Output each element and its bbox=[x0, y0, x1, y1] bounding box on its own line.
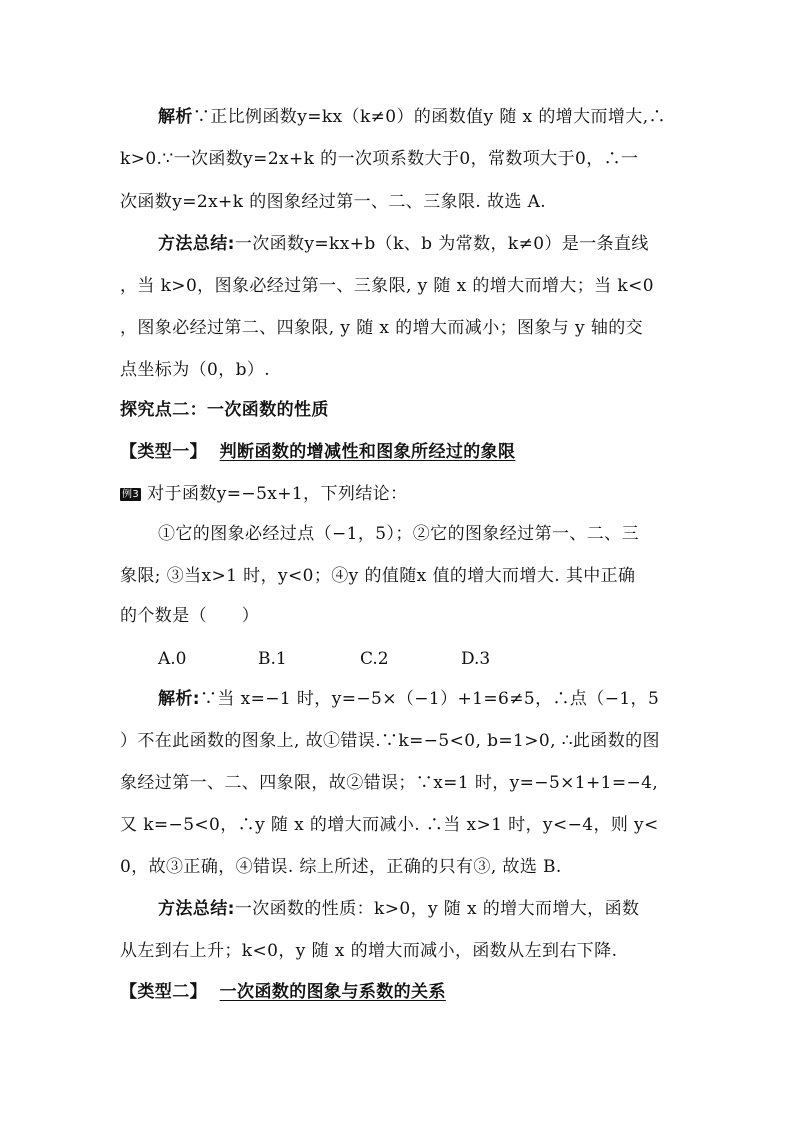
analysis-2-line-5: 0，故③正确，④错误. 综上所述，正确的只有③, 故选 B. bbox=[120, 857, 562, 877]
analysis-2-line-4: 又 k=−5<0，∴y 随 x 的增大而减小. ∴当 x>1 时，y<−4，则 y< bbox=[120, 815, 659, 835]
analysis-2-line-1 bbox=[158, 688, 659, 710]
option-a: A.0 bbox=[158, 649, 187, 669]
example-3-line-3: 的个数是（ ） bbox=[120, 606, 260, 626]
example-3-stem-text: 对于函数y=−5x+1，下列结论： bbox=[147, 484, 408, 504]
example-3-line-2: 象限; ③当x>1 时，y<0；④y 的值随x 值的增大而增大. 其中正确 bbox=[120, 566, 636, 586]
analysis-label: 解析 bbox=[158, 107, 193, 127]
analysis-2-line-2: ）不在此函数的图象上, 故①错误.∵k=−5<0, b=1>0, ∴此函数的图 bbox=[120, 731, 660, 751]
type-2-heading bbox=[120, 981, 446, 1003]
option-d: D.3 bbox=[461, 649, 491, 669]
method-summary-2-line-2: 从左到右上升；k<0，y 随 x 的增大而减小，函数从左到右下降. bbox=[120, 941, 618, 961]
type-1-title: 判断函数的增减性和图象所经过的象限 bbox=[219, 442, 516, 462]
type-1-tag: 【类型一】 bbox=[120, 442, 207, 462]
analysis-2-label: 解析: bbox=[158, 689, 200, 709]
method-summary-2-line-1 bbox=[158, 898, 639, 920]
analysis-2-line-3: 象经过第一、二、四象限，故②错误；∵x=1 时，y=−5×1+1=−4, bbox=[120, 773, 659, 793]
analysis-1-text-1: ∵正比例函数y=kx（k≠0）的函数值y 随 x 的增大而增大,∴ bbox=[192, 107, 666, 127]
method-summary-1-line-1 bbox=[158, 233, 649, 255]
example-badge: 例3 bbox=[122, 489, 140, 500]
analysis-1-line-1 bbox=[158, 106, 666, 128]
option-c: C.2 bbox=[360, 649, 389, 669]
method-summary-1-line-4: 点坐标为（0，b）. bbox=[120, 360, 271, 380]
method-summary-2-text-1: 一次函数的性质：k>0，y 随 x 的增大而增大，函数 bbox=[234, 899, 640, 919]
method-summary-1-text-1: 一次函数y=kx+b（k、b 为常数，k≠0）是一条直线 bbox=[234, 234, 649, 254]
analysis-1-line-2: k>0.∵一次函数y=2x+k 的一次项系数大于0，常数项大于0，∴一 bbox=[120, 149, 639, 169]
method-summary-1-line-2: ，当 k>0，图象必经过第一、三象限, y 随 x 的增大而增大；当 k<0 bbox=[120, 276, 654, 296]
type-1-heading bbox=[120, 441, 515, 463]
example-3-stem bbox=[120, 483, 408, 505]
method-summary-2-label: 方法总结: bbox=[158, 899, 235, 919]
example-3-line-1: ①它的图象必经过点（−1，5）；②它的图象经过第一、二、三 bbox=[158, 524, 639, 544]
option-b: B.1 bbox=[258, 649, 287, 669]
analysis-2-text-1: ∵当 x=−1 时，y=−5×（−1）+1=6≠5，∴点（−1，5 bbox=[200, 689, 660, 709]
method-summary-1-line-3: ，图象必经过第二、四象限, y 随 x 的增大而减小；图象与 y 轴的交 bbox=[120, 318, 644, 338]
method-summary-label: 方法总结: bbox=[158, 234, 235, 254]
analysis-1-line-3: 次函数y=2x+k 的图象经过第一、二、三象限. 故选 A. bbox=[120, 192, 547, 212]
type-2-tag: 【类型二】 bbox=[120, 982, 207, 1002]
type-2-title: 一次函数的图象与系数的关系 bbox=[219, 982, 446, 1002]
section-title: 探究点二：一次函数的性质 bbox=[120, 400, 329, 420]
